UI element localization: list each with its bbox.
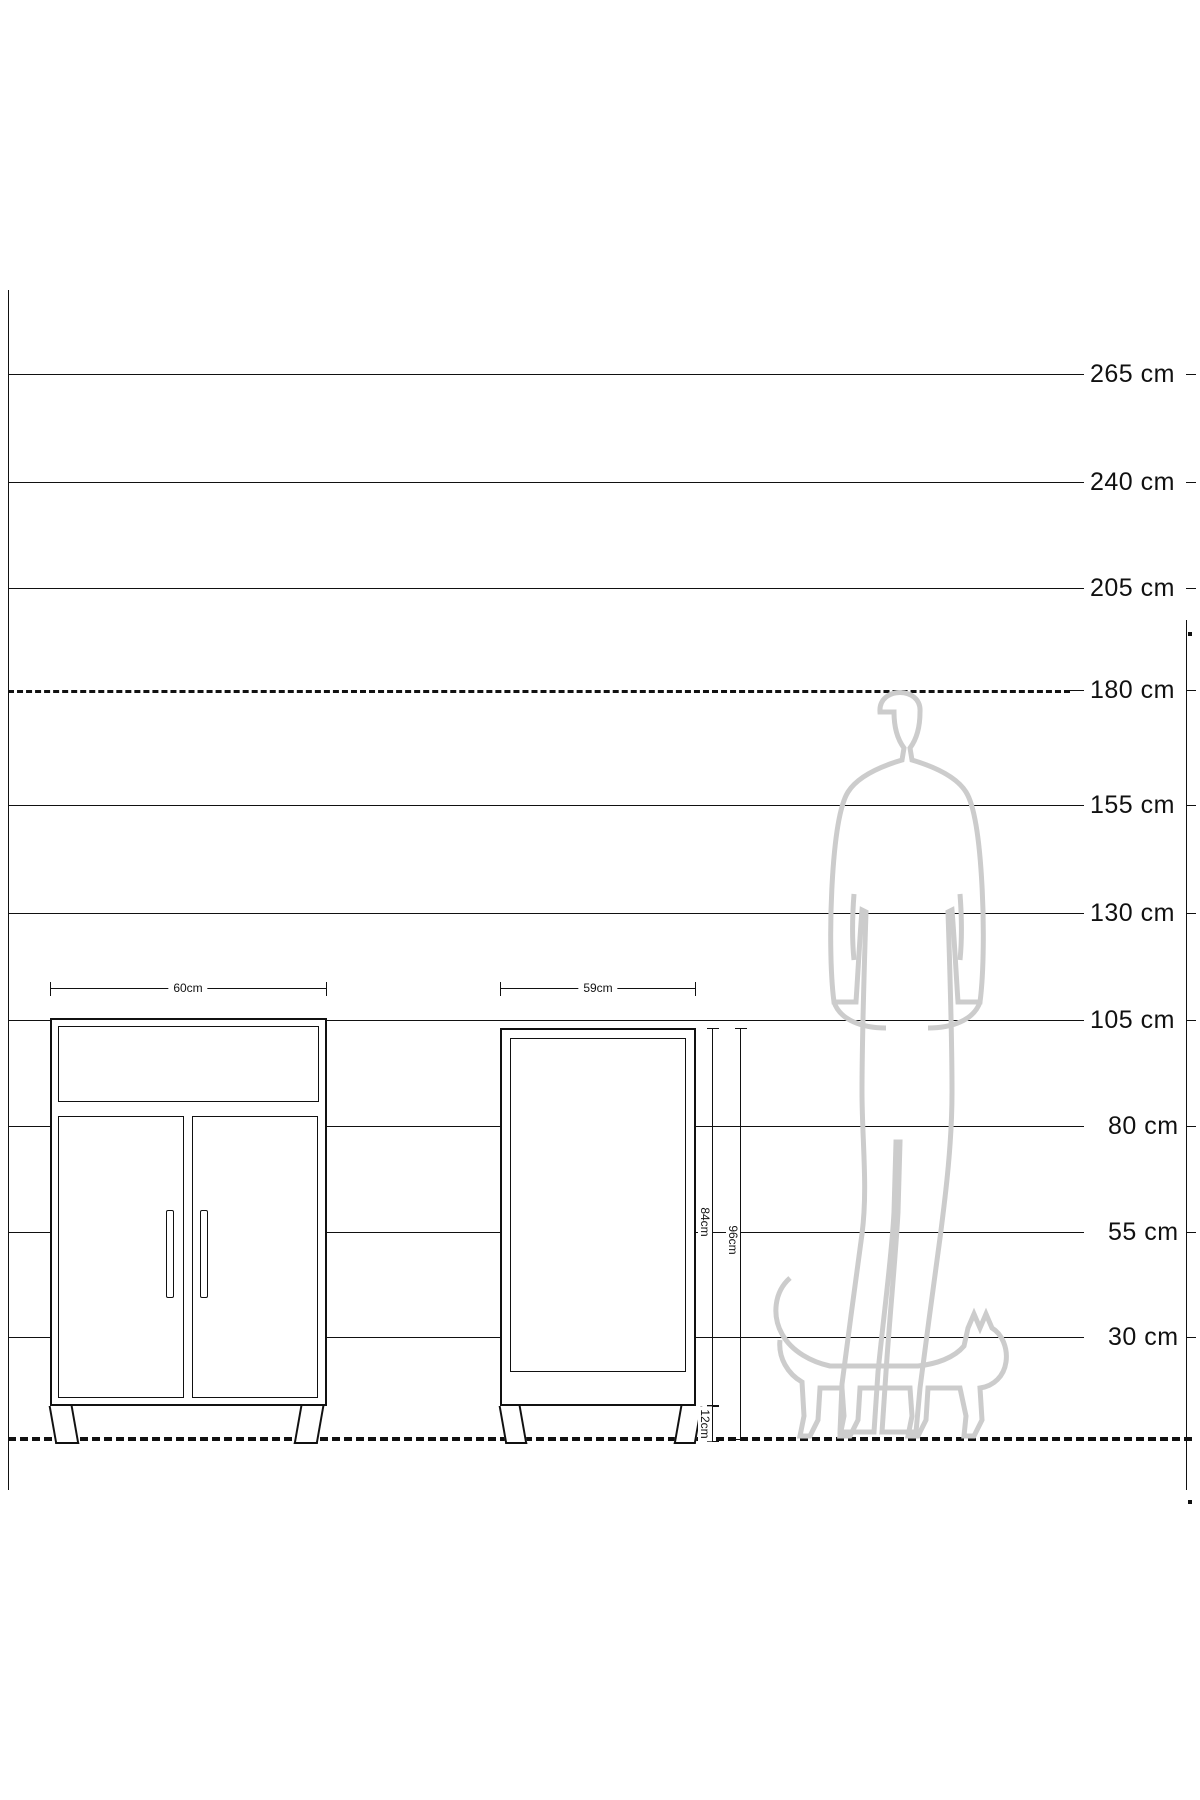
cabinet-a-handle-right xyxy=(200,1210,208,1298)
gridline-205 xyxy=(8,588,1070,589)
grid-label-205: 205 cm xyxy=(1090,574,1175,602)
cabinet-b-front-panel xyxy=(510,1038,686,1372)
tick-end-265 xyxy=(1186,374,1196,375)
margin-dot-upper xyxy=(1188,632,1192,636)
cabinet-a-door-right xyxy=(192,1116,318,1398)
grid-label-180: 180 cm xyxy=(1090,676,1175,704)
tick-80 xyxy=(1070,1126,1084,1127)
tick-105 xyxy=(1070,1020,1084,1021)
grid-label-155: 155 cm xyxy=(1090,791,1175,819)
left-axis-line xyxy=(8,290,9,1490)
gridline-155 xyxy=(8,805,1070,806)
gridline-130 xyxy=(8,913,1070,914)
tick-205 xyxy=(1070,588,1084,589)
cabinet-a-top-drawer xyxy=(58,1026,319,1102)
grid-label-30: 30 cm xyxy=(1108,1323,1179,1351)
tick-130 xyxy=(1070,913,1084,914)
height-dimension-legs-cabinet-b xyxy=(712,1406,713,1442)
cabinet-open xyxy=(500,1028,696,1406)
right-axis-line xyxy=(1186,620,1187,1490)
tick-end-105 xyxy=(1186,1020,1196,1021)
cabinet-two-door xyxy=(50,1018,327,1406)
tick-end-30 xyxy=(1186,1337,1196,1338)
tick-155 xyxy=(1070,805,1084,806)
height-dimension-label-legs: 12cm xyxy=(698,1406,712,1441)
grid-label-265: 265 cm xyxy=(1090,360,1175,388)
cat-silhouette xyxy=(768,1270,1018,1450)
gridline-265 xyxy=(8,374,1070,375)
human-silhouette xyxy=(770,672,1030,1440)
gridline-180 xyxy=(8,690,1070,693)
tick-30 xyxy=(1070,1337,1084,1338)
tick-end-180 xyxy=(1186,690,1196,691)
tick-55 xyxy=(1070,1232,1084,1233)
grid-label-80: 80 cm xyxy=(1108,1112,1179,1140)
floor-line xyxy=(8,1437,1192,1441)
tick-end-240 xyxy=(1186,482,1196,483)
width-dimension-label-cabinet-b: 59cm xyxy=(578,981,617,995)
tick-end-80 xyxy=(1186,1126,1196,1127)
tick-end-155 xyxy=(1186,805,1196,806)
width-dimension-label-cabinet-a: 60cm xyxy=(168,981,207,995)
tick-end-205 xyxy=(1186,588,1196,589)
tick-end-55 xyxy=(1186,1232,1196,1233)
tick-end-130 xyxy=(1186,913,1196,914)
tick-240 xyxy=(1070,482,1084,483)
height-dimension-total-cabinet-b xyxy=(740,1028,741,1440)
height-dimension-body-cabinet-b xyxy=(712,1028,713,1406)
grid-label-105: 105 cm xyxy=(1090,1006,1175,1034)
height-dimension-label-body: 84cm xyxy=(698,1204,712,1239)
tick-180 xyxy=(1070,690,1084,691)
grid-label-240: 240 cm xyxy=(1090,468,1175,496)
height-dimension-label-total: 96cm xyxy=(726,1222,740,1257)
gridline-240 xyxy=(8,482,1070,483)
tick-265 xyxy=(1070,374,1084,375)
cabinet-a-handle-left xyxy=(166,1210,174,1298)
grid-label-130: 130 cm xyxy=(1090,899,1175,927)
grid-label-55: 55 cm xyxy=(1108,1218,1179,1246)
margin-dot-lower xyxy=(1188,1500,1192,1504)
